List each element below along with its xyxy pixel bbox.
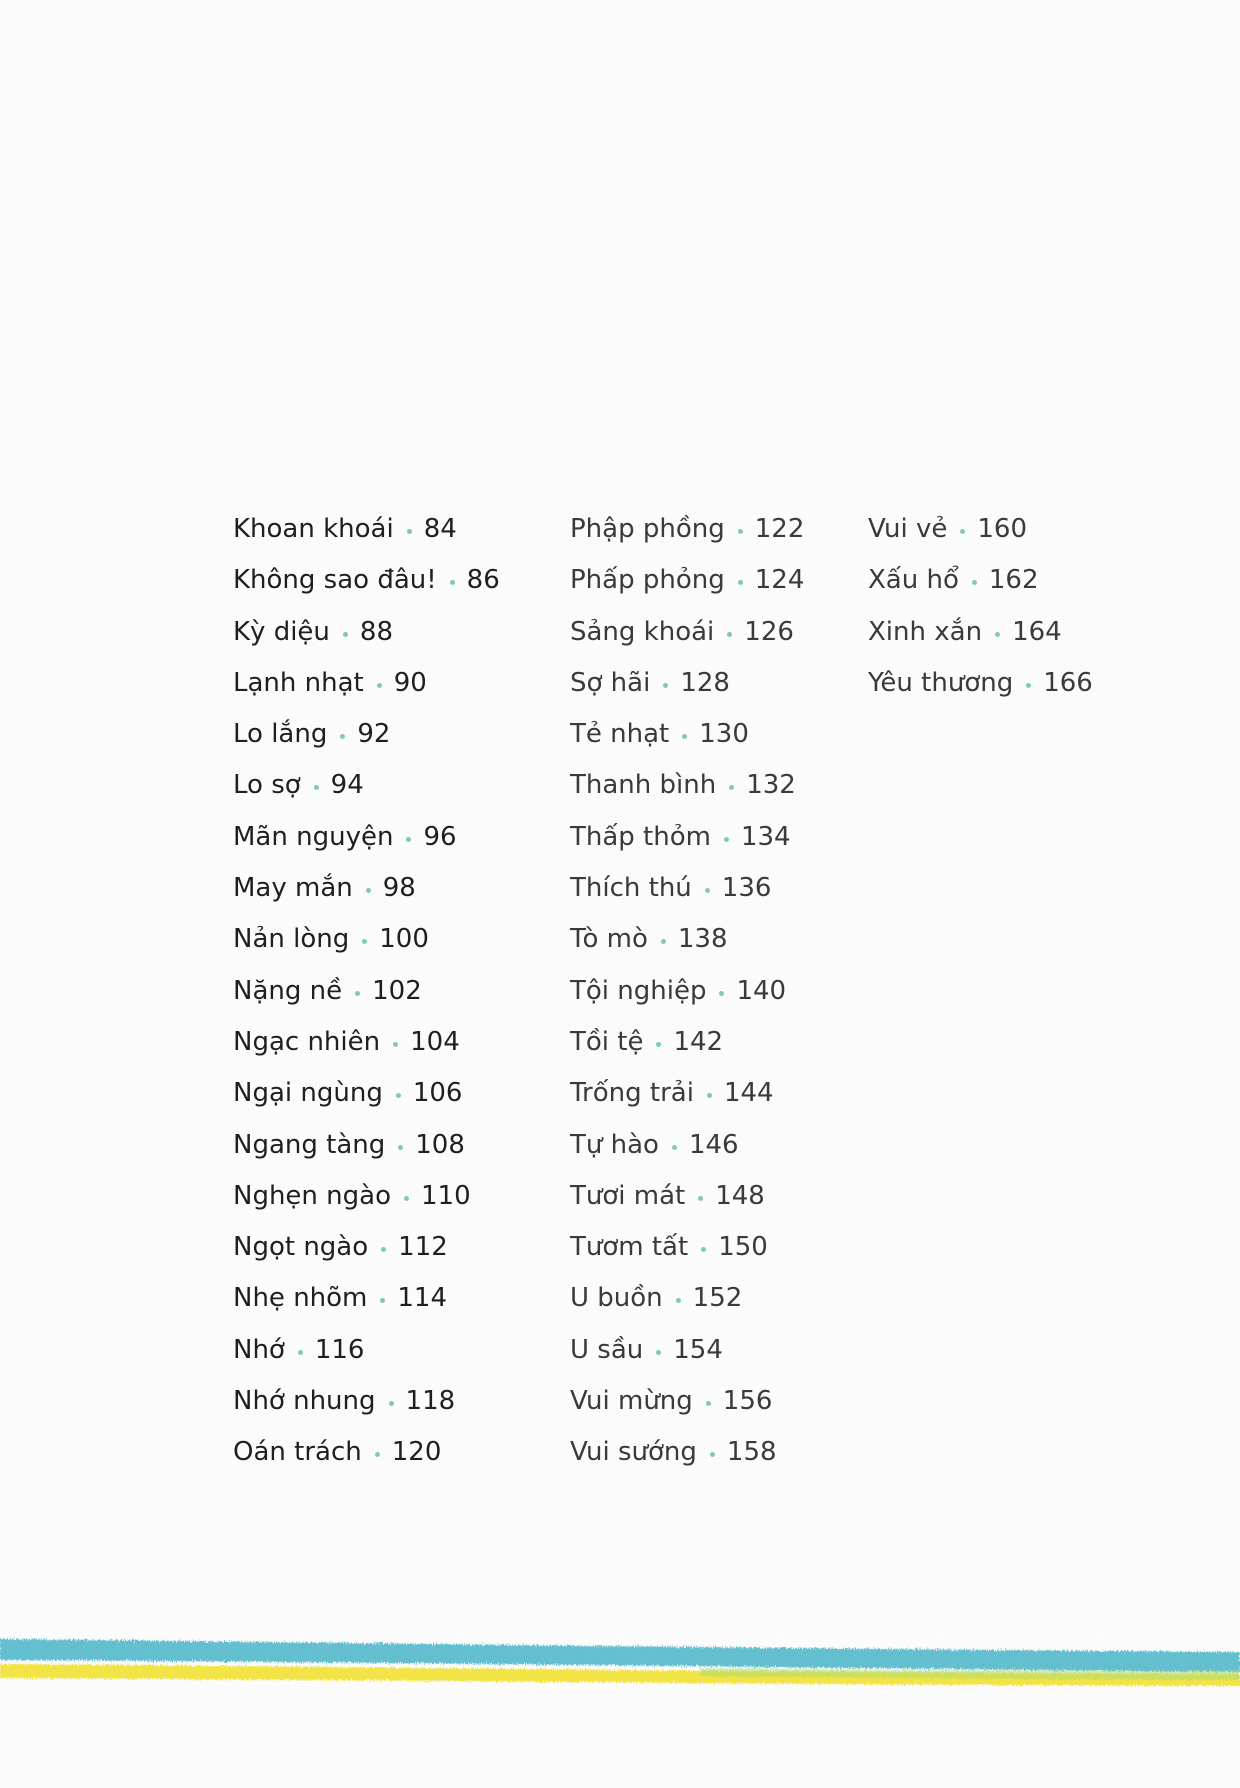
entry-title: May mắn	[233, 873, 353, 904]
separator-dot	[380, 1298, 385, 1303]
entry-page-number: 128	[680, 667, 730, 698]
entry-page-number: 100	[379, 924, 429, 955]
entry-title: Xinh xắn	[868, 616, 983, 647]
separator-dot	[393, 1042, 398, 1047]
entry-title: Yêu thương	[868, 667, 1014, 698]
toc-entry	[868, 607, 1093, 658]
entry-page-number: 106	[412, 1078, 463, 1109]
entry-page-number: 154	[673, 1334, 723, 1365]
separator-dot	[719, 991, 724, 996]
entry-page-number: 120	[391, 1437, 442, 1468]
entry-page-number: 86	[466, 565, 500, 596]
separator-dot	[698, 1196, 703, 1201]
entry-page-number: 88	[359, 616, 393, 647]
toc-entry	[570, 812, 804, 863]
toc-column-3	[868, 504, 1093, 709]
separator-dot	[738, 580, 743, 585]
toc-entry	[233, 1427, 500, 1478]
separator-dot	[676, 1298, 681, 1303]
entry-page-number: 150	[718, 1232, 768, 1263]
separator-dot	[314, 785, 319, 790]
entry-title: Lạnh nhạt	[233, 667, 364, 698]
toc-entry	[233, 1222, 500, 1273]
entry-title: Nản lòng	[233, 924, 350, 955]
entry-page-number: 148	[715, 1180, 765, 1211]
entry-page-number: 112	[398, 1232, 448, 1263]
entry-title: Khoan khoái	[233, 514, 394, 544]
toc-entry	[233, 966, 500, 1017]
toc-entry	[570, 1325, 804, 1376]
separator-dot	[738, 529, 743, 534]
separator-dot	[389, 1401, 394, 1406]
entry-page-number: 130	[699, 719, 749, 750]
entry-page-number: 166	[1043, 667, 1093, 698]
separator-dot	[377, 683, 382, 688]
entry-title: Tội nghiệp	[570, 975, 707, 1006]
entry-title: Nhớ nhung	[233, 1386, 376, 1417]
separator-dot	[960, 529, 965, 534]
entry-page-number: 156	[722, 1386, 773, 1417]
entry-page-number: 102	[372, 975, 422, 1006]
separator-dot	[656, 1042, 661, 1047]
toc-entry	[570, 658, 804, 709]
toc-entry	[570, 1171, 804, 1222]
toc-entry	[570, 709, 804, 760]
separator-dot	[672, 1145, 677, 1150]
toc-entry	[570, 966, 804, 1017]
separator-dot	[396, 1093, 401, 1098]
separator-dot	[706, 1401, 711, 1406]
separator-dot	[366, 888, 371, 893]
toc-entry	[233, 1068, 500, 1119]
separator-dot	[729, 785, 734, 790]
toc-entry	[233, 504, 500, 555]
separator-dot	[663, 683, 668, 688]
entry-title: Vui vẻ	[868, 514, 948, 544]
toc-entry	[570, 1120, 804, 1171]
separator-dot	[340, 734, 345, 739]
entry-title: Nghẹn ngào	[233, 1180, 391, 1211]
entry-title: Tươm tất	[570, 1232, 689, 1263]
toc-entry	[570, 1376, 804, 1427]
toc-entry	[233, 555, 500, 606]
entry-title: Ngọt ngào	[233, 1232, 369, 1263]
entry-title: Xấu hổ	[868, 565, 959, 596]
entry-title: Lo lắng	[233, 719, 328, 750]
entry-title: Thích thú	[570, 873, 692, 904]
entry-title: Tự hào	[570, 1129, 659, 1160]
entry-title: Phập phồng	[570, 514, 725, 544]
toc-entry	[570, 1222, 804, 1273]
separator-dot	[972, 580, 977, 585]
separator-dot	[701, 1247, 706, 1252]
separator-dot	[375, 1452, 380, 1457]
entry-page-number: 84	[423, 514, 457, 544]
entry-title: Nhớ	[233, 1334, 285, 1365]
entry-page-number: 104	[410, 1026, 460, 1057]
toc-entry	[233, 709, 500, 760]
entry-title: Mãn nguyện	[233, 821, 394, 852]
entry-page-number: 152	[692, 1283, 743, 1314]
entry-page-number: 144	[723, 1078, 774, 1109]
entry-title: Vui sướng	[570, 1437, 697, 1468]
toc-entry	[570, 607, 804, 658]
entry-page-number: 110	[421, 1180, 471, 1211]
entry-title: Trống trải	[570, 1078, 694, 1109]
separator-dot	[707, 1093, 712, 1098]
toc-entry	[570, 863, 804, 914]
entry-page-number: 138	[677, 924, 728, 955]
separator-dot	[656, 1350, 661, 1355]
separator-dot	[710, 1452, 715, 1457]
entry-title: Thanh bình	[570, 770, 717, 801]
entry-title: Ngại ngùng	[233, 1078, 383, 1109]
entry-title: Tươi mát	[570, 1180, 686, 1211]
entry-page-number: 160	[977, 514, 1028, 544]
toc-entry	[868, 504, 1093, 555]
entry-page-number: 114	[397, 1283, 448, 1314]
separator-dot	[450, 580, 455, 585]
toc-entry	[570, 1068, 804, 1119]
toc-entry	[233, 863, 500, 914]
entry-title: Nhẹ nhõm	[233, 1283, 368, 1314]
separator-dot	[362, 939, 367, 944]
separator-dot	[1026, 683, 1031, 688]
entry-title: U sầu	[570, 1334, 644, 1365]
entry-page-number: 122	[754, 514, 805, 544]
entry-page-number: 116	[314, 1334, 365, 1365]
toc-entry	[570, 504, 804, 555]
toc-column-2	[570, 504, 804, 1479]
entry-title: Tò mò	[570, 924, 648, 955]
toc-entry	[233, 760, 500, 811]
toc-entry	[233, 1325, 500, 1376]
entry-title: Phấp phỏng	[570, 565, 725, 596]
separator-dot	[682, 734, 687, 739]
entry-page-number: 140	[736, 975, 787, 1006]
toc-entry	[570, 914, 804, 965]
separator-dot	[355, 991, 360, 996]
entry-title: Tẻ nhạt	[570, 719, 670, 750]
toc-entry	[233, 607, 500, 658]
toc-entry	[570, 1427, 804, 1478]
entry-page-number: 94	[330, 770, 364, 801]
separator-dot	[407, 529, 412, 534]
toc-entry	[233, 1376, 500, 1427]
entry-page-number: 108	[415, 1129, 465, 1160]
toc-entry	[233, 658, 500, 709]
separator-dot	[661, 939, 666, 944]
entry-page-number: 132	[746, 770, 796, 801]
entry-title: Ngang tàng	[233, 1129, 386, 1160]
toc-entry	[233, 1017, 500, 1068]
separator-dot	[398, 1145, 403, 1150]
separator-dot	[995, 632, 1000, 637]
entry-title: Không sao đâu!	[233, 565, 437, 596]
toc-entry	[233, 1171, 500, 1222]
entry-page-number: 92	[357, 719, 391, 750]
toc-entry	[570, 1273, 804, 1324]
entry-page-number: 118	[405, 1386, 456, 1417]
separator-dot	[381, 1247, 386, 1252]
entry-title: Nặng nề	[233, 975, 343, 1006]
entry-page-number: 98	[382, 873, 416, 904]
entry-title: Oán trách	[233, 1437, 362, 1468]
entry-page-number: 162	[988, 565, 1039, 596]
entry-title: Tồi tệ	[570, 1026, 644, 1057]
separator-dot	[705, 888, 710, 893]
separator-dot	[724, 837, 729, 842]
separator-dot	[343, 632, 348, 637]
entry-page-number: 96	[423, 821, 457, 852]
entry-title: Ngạc nhiên	[233, 1026, 381, 1057]
toc-entry	[570, 555, 804, 606]
entry-title: Lo sợ	[233, 770, 301, 801]
entry-title: Thấp thỏm	[570, 821, 711, 852]
toc-entry	[233, 914, 500, 965]
entry-page-number: 164	[1012, 616, 1062, 647]
entry-page-number: 134	[740, 821, 791, 852]
entry-title: Sảng khoái	[570, 616, 715, 647]
entry-page-number: 158	[726, 1437, 777, 1468]
toc-entry	[868, 555, 1093, 606]
toc-entry	[233, 1273, 500, 1324]
entry-page-number: 142	[673, 1026, 724, 1057]
entry-title: Sợ hãi	[570, 667, 651, 698]
crayon-stripe-decoration	[0, 1630, 1240, 1710]
toc-entry	[570, 760, 804, 811]
toc-column-1	[233, 504, 500, 1479]
entry-page-number: 90	[393, 667, 427, 698]
separator-dot	[298, 1350, 303, 1355]
toc-entry	[233, 812, 500, 863]
entry-title: Vui mừng	[570, 1386, 693, 1417]
toc-entry	[233, 1120, 500, 1171]
entry-title: Kỳ diệu	[233, 616, 330, 647]
entry-title: U buồn	[570, 1283, 663, 1314]
entry-page-number: 146	[688, 1129, 739, 1160]
separator-dot	[727, 632, 732, 637]
entry-page-number: 124	[754, 565, 805, 596]
entry-page-number: 136	[721, 873, 772, 904]
entry-page-number: 126	[744, 616, 794, 647]
toc-entry	[570, 1017, 804, 1068]
separator-dot	[404, 1196, 409, 1201]
toc-entry	[868, 658, 1093, 709]
separator-dot	[406, 837, 411, 842]
